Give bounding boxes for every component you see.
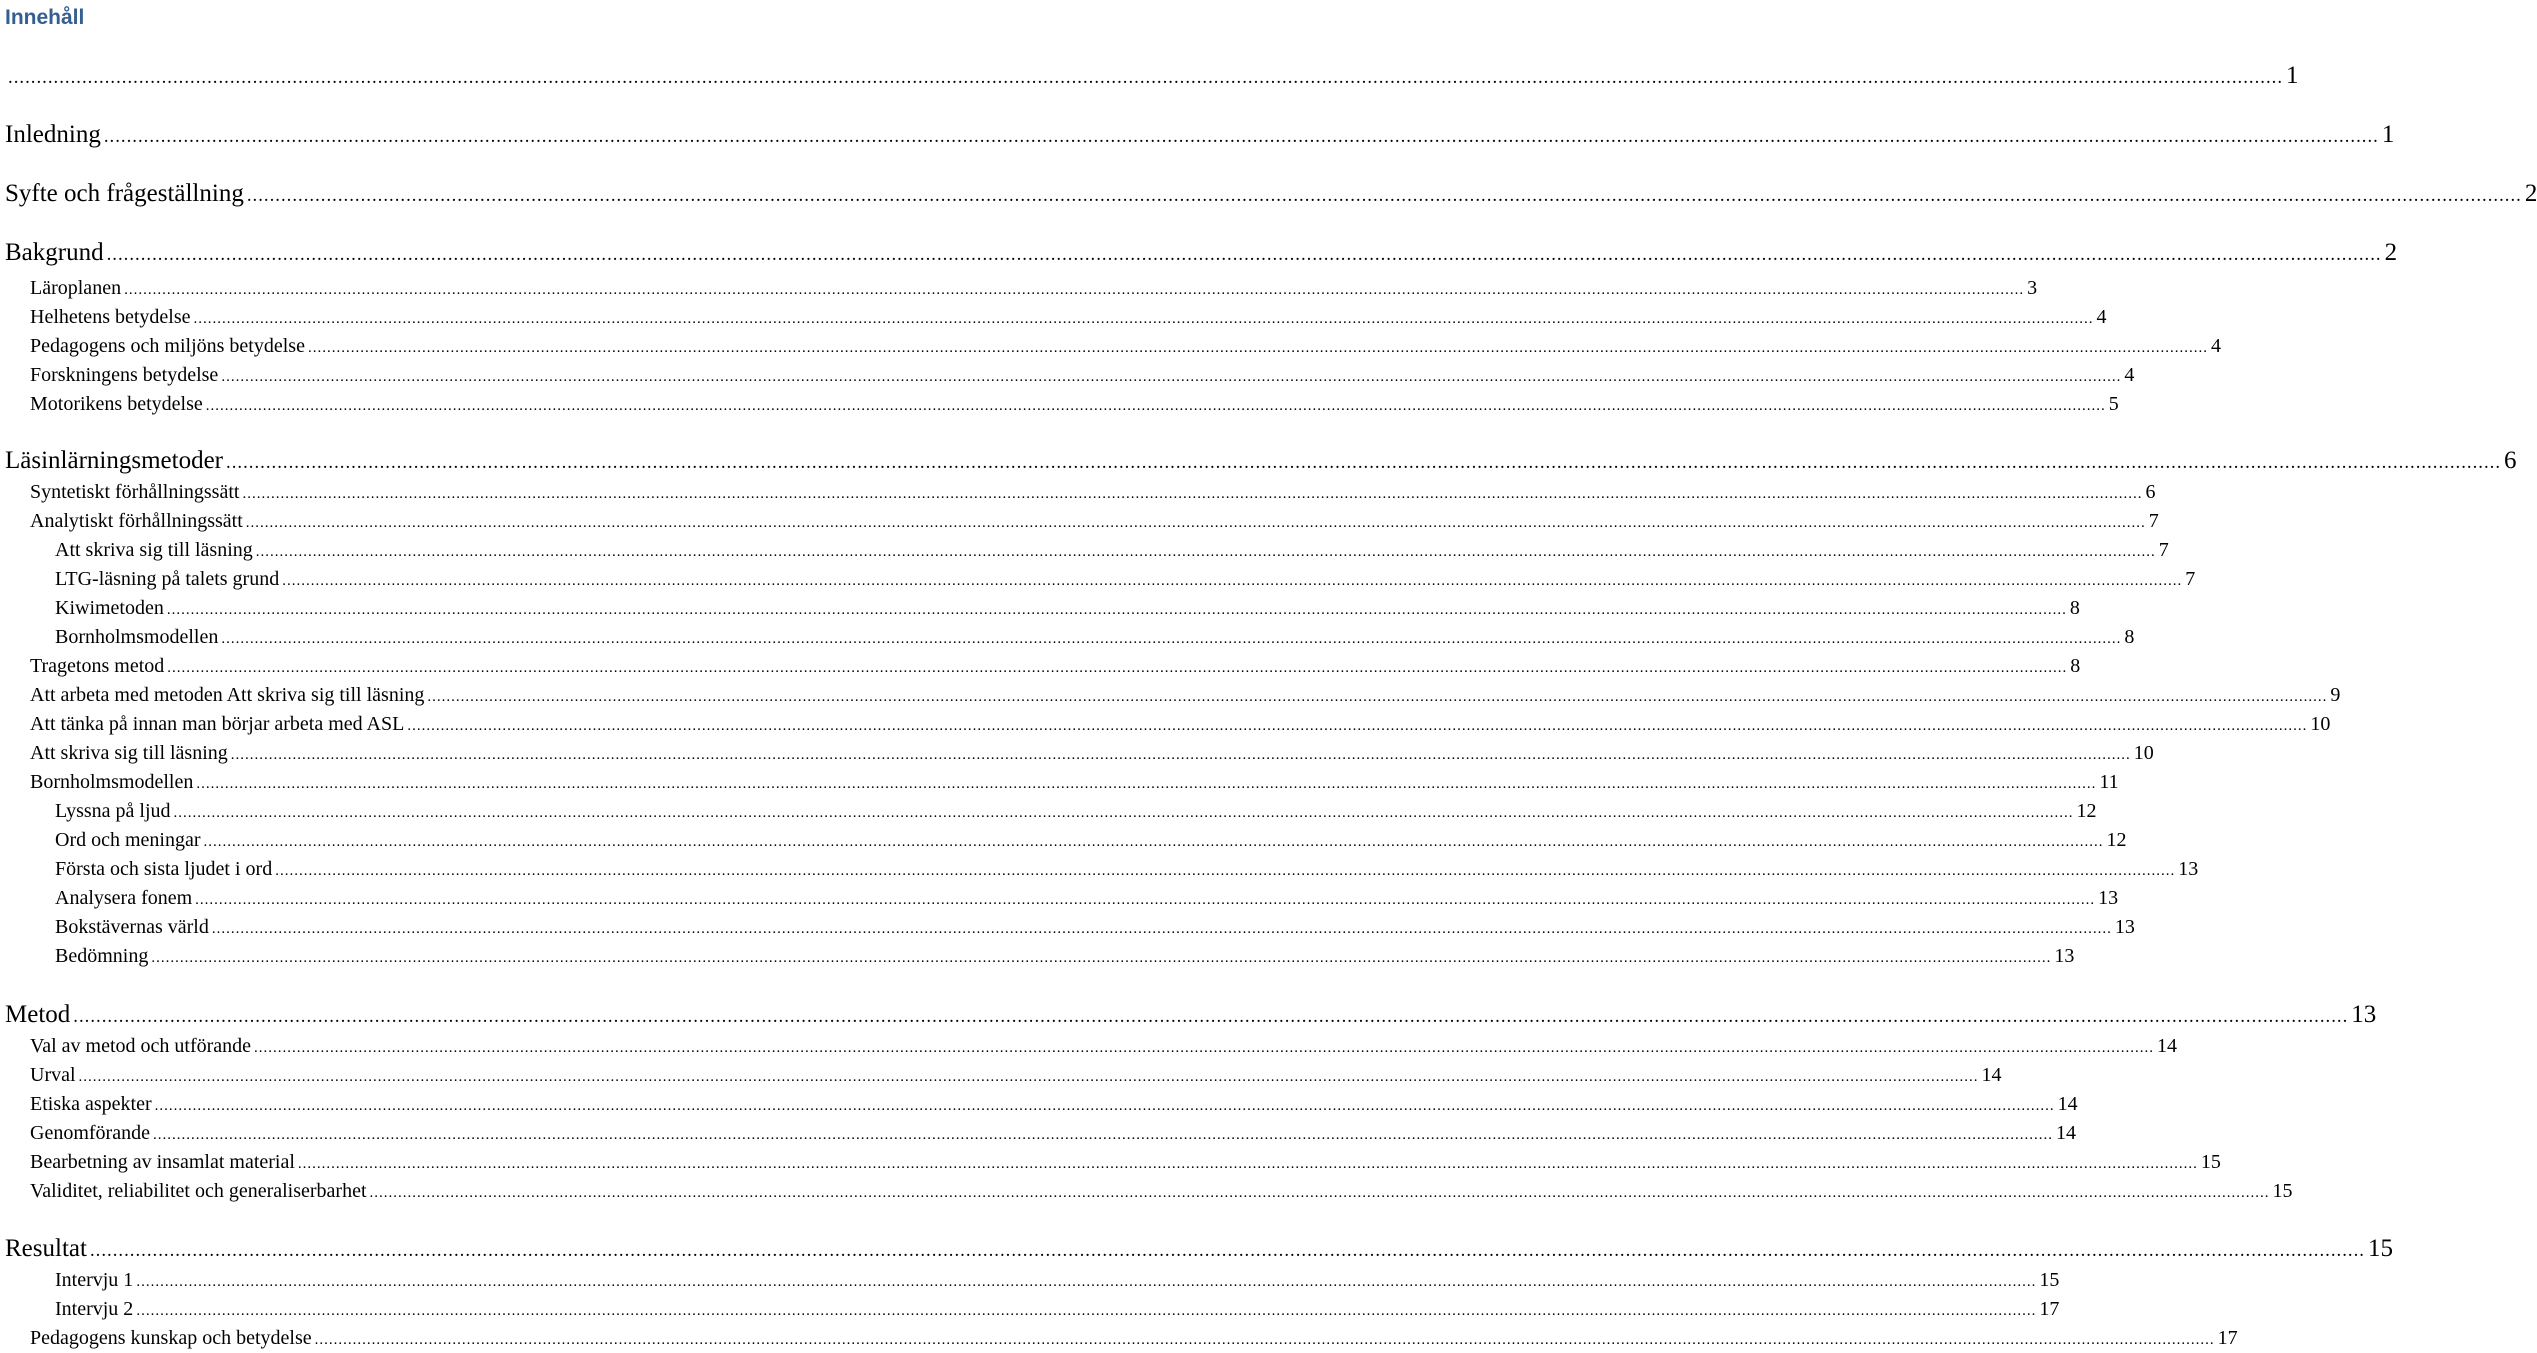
toc-entry-page: 11 — [2099, 771, 2119, 793]
toc-entry-leader: ................................................................................................................................................................................................................................................................................................................................................................................................................ — [151, 950, 2052, 966]
toc-entry[interactable] — [0, 306, 2107, 329]
toc-entry-label: Att skriva sig till läsning — [30, 742, 228, 764]
toc-entry-page: 17 — [2039, 1298, 2060, 1320]
toc-entry[interactable] — [0, 539, 2169, 562]
toc-entry[interactable] — [0, 481, 2156, 504]
toc-entry-label: Etiska aspekter — [30, 1093, 152, 1115]
toc-entry-label: Genomförande — [30, 1122, 150, 1144]
toc-entry[interactable] — [0, 626, 2135, 649]
toc-entry-leader: ................................................................................................................................................................................................................................................................................................................................................................................................................ — [136, 1303, 2037, 1319]
toc-entry-leader: ................................................................................................................................................................................................................................................................................................................................................................................................................ — [211, 921, 2112, 937]
toc-entry-leader: ................................................................................................................................................................................................................................................................................................................................................................................................................ — [78, 1069, 1979, 1085]
toc-entry-page: 15 — [2272, 1180, 2293, 1202]
toc-entry[interactable] — [0, 568, 2196, 591]
toc-entry-label: Inledning — [5, 121, 101, 148]
toc-entry-page: 10 — [2310, 713, 2331, 735]
toc-entry-leader: ................................................................................................................................................................................................................................................................................................................................................................................................................ — [195, 892, 2096, 908]
toc-entry-page: 2 — [2384, 239, 2398, 266]
toc-entry-leader: ................................................................................................................................................................................................................................................................................................................................................................................................................ — [242, 486, 2143, 502]
toc-entry[interactable] — [0, 742, 2154, 765]
toc-entry-leader: ................................................................................................................................................................................................................................................................................................................................................................................................................ — [167, 660, 2068, 676]
toc-entry-label: Tragetons metod — [30, 655, 165, 677]
toc-entry-leader: ................................................................................................................................................................................................................................................................................................................................................................................................................ — [245, 515, 2146, 531]
toc-entry-leader: ................................................................................................................................................................................................................................................................................................................................................................................................................ — [427, 689, 2328, 705]
toc-entry-page: 13 — [2351, 1001, 2377, 1028]
toc-entry-page: 15 — [2367, 1235, 2393, 1262]
toc-entry-leader: ................................................................................................................................................................................................................................................................................................................................................................................................................ — [196, 776, 2097, 792]
toc-entry-leader: ................................................................................................................................................................................................................................................................................................................................................................................................................ — [221, 631, 2122, 647]
toc-entry-leader: ................................................................................................................................................................................................................................................................................................................................................................................................................ — [275, 863, 2176, 879]
toc-entry-leader: ................................................................................................................................................................................................................................................................................................................................................................................................................ — [154, 1098, 2055, 1114]
toc-entry-label: Att arbeta med metoden Att skriva sig till läsning — [30, 684, 425, 706]
toc-entry[interactable] — [0, 121, 2395, 149]
toc-entry-page: 7 — [2158, 539, 2169, 561]
toc-entry-label: Bornholmsmodellen — [30, 771, 194, 793]
toc-entry[interactable] — [0, 1122, 2076, 1145]
toc-entry-page: 8 — [2069, 597, 2080, 619]
toc-entry-page: 12 — [2106, 829, 2127, 851]
toc-entry-label: Att skriva sig till läsning — [55, 539, 253, 561]
toc-entry-label: Läroplanen — [30, 277, 122, 299]
toc-entry-leader: ................................................................................................................................................................................................................................................................................................................................................................................................................ — [255, 544, 2156, 560]
toc-entry-leader: ................................................................................................................................................................................................................................................................................................................................................................................................................ — [193, 311, 2094, 327]
toc-entry-leader: ................................................................................................................................................................................................................................................................................................................................................................................................................ — [254, 1040, 2155, 1056]
toc-entry-label: Resultat — [5, 1235, 87, 1262]
toc-entry-page: 14 — [1981, 1064, 2002, 1086]
toc-entry[interactable] — [0, 916, 2135, 939]
toc-entry-page: 14 — [2157, 1035, 2178, 1057]
toc-entry-leader: ................................................................................................................................................................................................................................................................................................................................................................................................................ — [106, 244, 2382, 265]
toc-entry-label: Lyssna på ljud — [55, 800, 171, 822]
toc-entry-leader: ................................................................................................................................................................................................................................................................................................................................................................................................................ — [8, 67, 2283, 88]
toc-entry-leader: ................................................................................................................................................................................................................................................................................................................................................................................................................ — [205, 398, 2106, 414]
toc-entry-leader: ................................................................................................................................................................................................................................................................................................................................................................................................................ — [124, 282, 2025, 298]
toc-entry-page: 4 — [2124, 364, 2135, 386]
toc-entry-page: 13 — [2114, 916, 2135, 938]
toc-entry-page: 15 — [2200, 1151, 2221, 1173]
toc-entry[interactable] — [0, 180, 2537, 208]
toc-entry[interactable] — [0, 713, 2331, 736]
toc-entry-leader: ................................................................................................................................................................................................................................................................................................................................................................................................................ — [103, 126, 2379, 147]
toc-entry-label: Val av metod och utförande — [30, 1035, 252, 1057]
toc-entry-page: 14 — [2057, 1093, 2078, 1115]
toc-entry-label: Intervju 2 — [55, 1298, 134, 1320]
toc-entry-leader: ................................................................................................................................................................................................................................................................................................................................................................................................................ — [136, 1274, 2037, 1290]
toc-entry-label: Bearbetning av insamlat material — [30, 1151, 295, 1173]
toc-entry-page: 9 — [2330, 684, 2341, 706]
toc-entry-page: 1 — [2286, 62, 2299, 89]
toc-entry-page: 12 — [2076, 800, 2097, 822]
toc-entry-leader: ................................................................................................................................................................................................................................................................................................................................................................................................................ — [89, 1240, 2365, 1261]
toc-entry-page: 3 — [2027, 277, 2038, 299]
toc-entry[interactable] — [0, 510, 2159, 533]
toc-entry[interactable] — [0, 277, 2038, 300]
toc-entry-label: Analysera fonem — [55, 887, 193, 909]
toc-entry[interactable] — [0, 1151, 2221, 1174]
toc-entry-leader: ................................................................................................................................................................................................................................................................................................................................................................................................................ — [73, 1006, 2349, 1027]
toc-entry-label: Helhetens betydelse — [30, 306, 191, 328]
toc-entry-leader: ................................................................................................................................................................................................................................................................................................................................................................................................................ — [282, 573, 2183, 589]
toc-entry[interactable] — [0, 1180, 2293, 1203]
toc-entry-label: Första och sista ljudet i ord — [55, 858, 273, 880]
toc-entry-label: Kiwimetoden — [55, 597, 164, 619]
toc-entry[interactable] — [0, 945, 2075, 968]
toc-entry[interactable] — [0, 597, 2080, 620]
toc-entry-page: 7 — [2185, 568, 2196, 590]
toc-entry-label: Läsinlärningsmetoder — [5, 447, 223, 474]
toc-entry-leader: ................................................................................................................................................................................................................................................................................................................................................................................................................ — [314, 1332, 2215, 1348]
toc-entry[interactable] — [0, 684, 2341, 707]
toc-entry[interactable] — [0, 447, 2517, 475]
toc-entry-page: 17 — [2217, 1327, 2238, 1349]
toc-entry-label: Bakgrund — [5, 239, 104, 266]
toc-entry[interactable] — [0, 1001, 2377, 1029]
toc-entry-page: 14 — [2055, 1122, 2076, 1144]
toc-entry[interactable] — [0, 800, 2097, 823]
toc-entry[interactable] — [0, 1064, 2002, 1087]
toc-entry[interactable] — [0, 335, 2221, 358]
toc-entry-label: Att tänka på innan man börjar arbeta med ASL — [30, 713, 405, 735]
toc-entry-label: Metod — [5, 1001, 71, 1028]
toc-entry-label: Validitet, reliabilitet och generaliserbarhet — [30, 1180, 367, 1202]
toc-entry-leader: ................................................................................................................................................................................................................................................................................................................................................................................................................ — [152, 1127, 2053, 1143]
toc-entry[interactable] — [0, 1298, 2060, 1321]
toc-entry-label: Forskningens betydelse — [30, 364, 219, 386]
toc-entry-page: 6 — [2145, 481, 2156, 503]
toc-entry-label: Ord och meningar — [55, 829, 201, 851]
page-title: Innehåll — [5, 6, 85, 29]
toc-entry-leader: ................................................................................................................................................................................................................................................................................................................................................................................................................ — [221, 369, 2122, 385]
toc-entry[interactable] — [0, 1235, 2393, 1263]
toc-entry-label: Analytiskt förhållningssätt — [30, 510, 243, 532]
toc-entry-label: Bokstävernas värld — [55, 916, 209, 938]
toc-entry[interactable] — [0, 1035, 2178, 1058]
toc-entry-leader: ................................................................................................................................................................................................................................................................................................................................................................................................................ — [297, 1156, 2198, 1172]
toc-entry[interactable] — [0, 393, 2119, 416]
toc-entry-label: Syfte och frågeställning — [5, 180, 244, 207]
toc-entry-leader: ................................................................................................................................................................................................................................................................................................................................................................................................................ — [166, 602, 2067, 618]
toc-entry-page: 10 — [2133, 742, 2154, 764]
toc-entry-label: Intervju 1 — [55, 1269, 134, 1291]
toc-entry-label: Urval — [30, 1064, 76, 1086]
toc-entry-label: Pedagogens kunskap och betydelse — [30, 1327, 312, 1349]
toc-entry-page: 13 — [2098, 887, 2119, 909]
toc-entry-label: Bedömning — [55, 945, 149, 967]
toc-entry[interactable] — [0, 62, 2299, 90]
toc-entry[interactable] — [0, 1093, 2078, 1116]
toc-entry-leader: ................................................................................................................................................................................................................................................................................................................................................................................................................ — [230, 747, 2131, 763]
toc-entry[interactable] — [0, 655, 2081, 678]
toc-entry-leader: ................................................................................................................................................................................................................................................................................................................................................................................................................ — [203, 834, 2104, 850]
toc-entry-leader: ................................................................................................................................................................................................................................................................................................................................................................................................................ — [246, 185, 2522, 206]
toc-entry-leader: ................................................................................................................................................................................................................................................................................................................................................................................................................ — [369, 1185, 2270, 1201]
toc-entry-page: 4 — [2096, 306, 2107, 328]
toc-entry-leader: ................................................................................................................................................................................................................................................................................................................................................................................................................ — [226, 452, 2501, 473]
toc-entry[interactable] — [0, 858, 2199, 881]
toc-entry-page: 15 — [2039, 1269, 2060, 1291]
toc-entry[interactable] — [0, 1327, 2238, 1350]
toc-entry-page: 8 — [2070, 655, 2081, 677]
toc-entry-page: 5 — [2108, 393, 2119, 415]
toc-entry-leader: ................................................................................................................................................................................................................................................................................................................................................................................................................ — [307, 340, 2208, 356]
toc-entry[interactable] — [0, 887, 2119, 910]
toc-entry-label: Bornholmsmodellen — [55, 626, 219, 648]
toc-entry-page: 6 — [2504, 447, 2517, 474]
toc-entry-leader: ................................................................................................................................................................................................................................................................................................................................................................................................................ — [173, 805, 2074, 821]
toc-entry-page: 1 — [2381, 121, 2395, 148]
toc-entry-label: Syntetiskt förhållningssätt — [30, 481, 240, 503]
toc-entry-page: 4 — [2210, 335, 2221, 357]
toc-entry-label: Motorikens betydelse — [30, 393, 203, 415]
toc-entry-page: 13 — [2178, 858, 2199, 880]
toc-entry-label: Pedagogens och miljöns betydelse — [30, 335, 305, 357]
toc-entry-page: 13 — [2054, 945, 2075, 967]
toc-entry[interactable] — [0, 239, 2398, 267]
toc-entry-leader: ................................................................................................................................................................................................................................................................................................................................................................................................................ — [407, 718, 2308, 734]
toc-entry[interactable] — [0, 364, 2135, 387]
toc-entry[interactable] — [0, 829, 2127, 852]
toc-entry[interactable] — [0, 771, 2119, 794]
toc-entry-label: LTG-läsning på talets grund — [55, 568, 280, 590]
toc-entry[interactable] — [0, 1269, 2060, 1292]
toc-entry-page: 2 — [2524, 180, 2537, 207]
toc-entry-page: 7 — [2148, 510, 2159, 532]
toc-entry-page: 8 — [2124, 626, 2135, 648]
